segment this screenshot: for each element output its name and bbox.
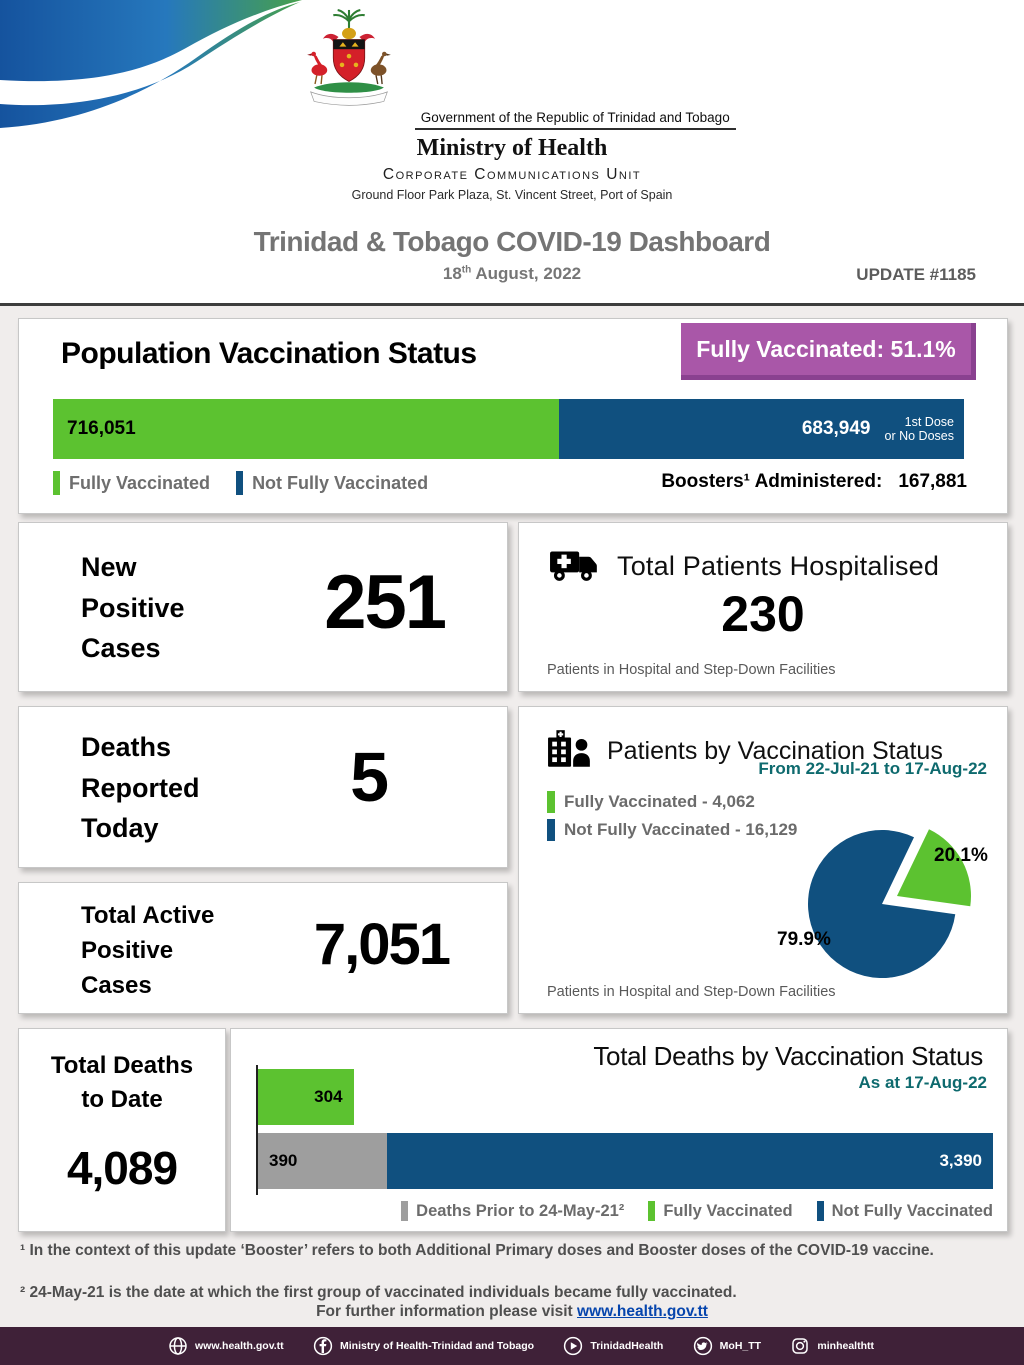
active-cases-card — [18, 882, 508, 1014]
active-cases-label: Total Active Positive Cases — [81, 902, 215, 999]
bar-segment-not-fully-vaccinated — [559, 399, 964, 459]
legend-marker-blue — [236, 471, 243, 495]
facebook-icon — [313, 1336, 333, 1356]
bar-row-not-fully-vaccinated — [258, 1133, 993, 1189]
coat-of-arms — [288, 6, 410, 122]
youtube-icon — [563, 1336, 583, 1356]
pie-label-not-fully: 79.9% — [777, 929, 831, 950]
legend-marker-green — [53, 471, 60, 495]
deaths-today-label: Deaths Reported Today — [81, 732, 200, 843]
report-date: 18th August, 2022 — [442, 264, 582, 283]
first-dose-note: 1st Dose or No Doses — [884, 414, 954, 443]
patients-by-status-card — [518, 706, 1008, 1014]
legend-label-fully: Fully Vaccinated — [69, 472, 211, 493]
legend-marker-blue — [547, 819, 555, 841]
boosters-value: 167,881 — [898, 471, 967, 492]
unit-name: Corporate Communications Unit — [382, 166, 642, 183]
deaths-today-card — [18, 706, 508, 868]
footnote-1: ¹ In the context of this update ‘Booster’ refers to both Additional Primary doses and Booster doses of the COVID-19 vaccine. — [20, 1242, 934, 1259]
patients-by-status-subtitle: From 22-Jul-21 to 17-Aug-22 — [758, 759, 987, 778]
deaths-by-status-title: Total Deaths by Vaccination Status — [593, 1041, 983, 1071]
instagram-icon — [790, 1336, 810, 1356]
hospitalised-card — [518, 522, 1008, 692]
bar-row-fully-vaccinated — [258, 1069, 993, 1125]
population-vaccination-title: Population Vaccination Status — [61, 337, 477, 370]
ministry-name: Ministry of Health — [416, 135, 608, 161]
legend-marker-gray — [401, 1201, 408, 1221]
health-gov-link[interactable]: www.health.gov.tt — [577, 1303, 708, 1320]
active-cases-value: 7,051 — [313, 912, 449, 977]
footer-twitter[interactable]: MoH_TT — [693, 1336, 761, 1356]
population-vaccination-card — [18, 318, 1008, 514]
patients-by-status-caption: Patients in Hospital and Step-Down Facilities — [547, 984, 836, 1000]
hospitalised-value: 230 — [721, 586, 805, 642]
page-title: Trinidad & Tobago COVID-19 Dashboard — [253, 226, 771, 257]
bar-not-fully-vaccinated: 3,390 — [387, 1133, 993, 1189]
new-positive-cases-card — [18, 522, 508, 692]
new-positive-cases-value: 251 — [324, 560, 445, 645]
deaths-chart-legend: Deaths Prior to 24-May-21² Fully Vaccinated Not Fully Vaccinated — [401, 1201, 993, 1221]
pie-legend-fully: Fully Vaccinated - 4,062 — [547, 791, 755, 813]
legend-marker-blue — [817, 1201, 824, 1221]
fully-vaccinated-count: 716,051 — [67, 418, 136, 439]
bar-segment-fully-vaccinated — [53, 399, 559, 459]
more-info-line: For further information please visit www.health.gov.tt — [316, 1303, 708, 1320]
total-deaths-card — [18, 1028, 226, 1232]
footer-bar — [0, 1327, 1024, 1365]
patients-by-status-title: Patients by Vaccination Status — [607, 737, 943, 765]
hospital-patient-icon — [547, 729, 593, 774]
deaths-by-status-card — [230, 1028, 1008, 1232]
not-fully-vaccinated-count: 683,949 — [801, 418, 871, 439]
footer-youtube[interactable]: TrinidadHealth — [563, 1336, 663, 1356]
population-bar-legend — [53, 471, 428, 495]
boosters-administered: Boosters¹ Administered: 167,881 — [661, 471, 967, 492]
government-line: Government of the Republic of Trinidad and Tobago — [415, 110, 736, 130]
population-vaccination-bar — [53, 399, 964, 459]
legend-marker-green — [648, 1201, 655, 1221]
pie-legend-not-fully: Not Fully Vaccinated - 16,129 — [547, 819, 797, 841]
ambulance-icon — [549, 545, 601, 588]
deaths-today-value: 5 — [350, 738, 387, 816]
legend-marker-green — [547, 791, 555, 813]
new-positive-cases-label: New Positive Cases — [81, 552, 185, 663]
header — [0, 6, 1024, 202]
total-deaths-label: Total Deaths to Date — [50, 1052, 194, 1113]
footnote-2: ² 24-May-21 is the date at which the first group of vaccinated individuals became fully vaccinated. — [20, 1284, 737, 1301]
globe-icon — [168, 1336, 188, 1356]
update-number: UPDATE #1185 — [856, 265, 976, 284]
hospitalised-title: Total Patients Hospitalised — [617, 551, 940, 581]
address-line: Ground Floor Park Plaza, St. Vincent Street, Port of Spain — [351, 188, 673, 202]
twitter-icon — [693, 1336, 713, 1356]
legend-label-not-fully: Not Fully Vaccinated — [252, 472, 429, 493]
total-deaths-value: 4,089 — [66, 1142, 178, 1194]
fully-vaccinated-badge: Fully Vaccinated: 51.1% — [681, 323, 976, 380]
footer-website[interactable]: www.health.gov.tt — [168, 1336, 284, 1356]
footer-instagram[interactable]: minhealthtt — [790, 1336, 874, 1356]
pie-label-fully: 20.1% — [934, 845, 988, 866]
deaths-by-status-subtitle: As at 17-Aug-22 — [858, 1073, 987, 1092]
hospitalised-caption: Patients in Hospital and Step-Down Facilities — [547, 662, 836, 678]
bar-deaths-prior: 390 — [258, 1133, 387, 1189]
footer-facebook[interactable]: Ministry of Health-Trinidad and Tobago — [313, 1336, 534, 1356]
bar-fully-vaccinated: 304 — [258, 1069, 354, 1125]
